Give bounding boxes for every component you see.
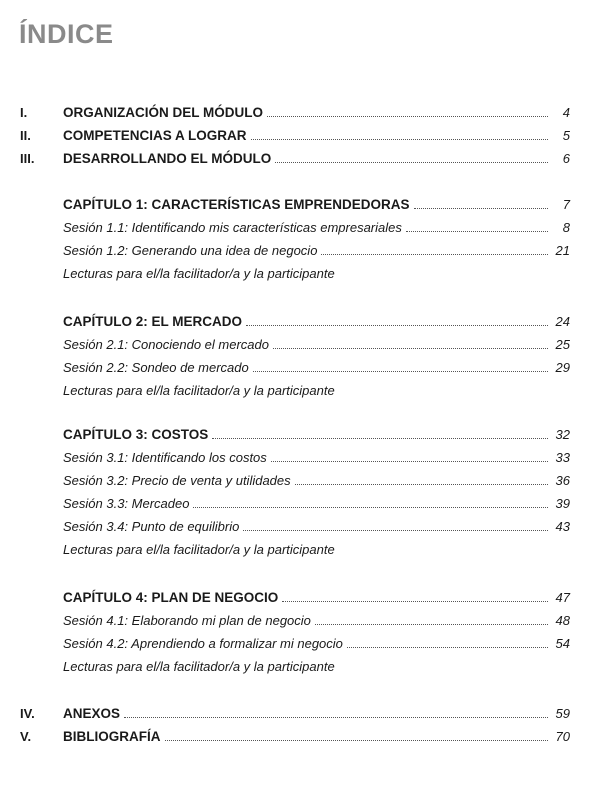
dot-leader (321, 253, 548, 255)
toc-entry (0, 219, 600, 237)
toc-entry-label: ORGANIZACIÓN DEL MÓDULO (63, 105, 263, 120)
toc-entry-line (63, 426, 570, 444)
toc-entry (0, 242, 600, 260)
dot-leader (243, 529, 548, 531)
toc-entry (0, 196, 600, 214)
toc-entry-line (63, 265, 570, 283)
toc-entry-line (63, 635, 570, 653)
dot-leader (212, 437, 548, 439)
toc-entry-line (63, 219, 570, 237)
toc-entry (0, 658, 600, 676)
toc-entry-label: DESARROLLANDO EL MÓDULO (63, 151, 272, 166)
toc-entry-label: CAPÍTULO 3: COSTOS (63, 427, 209, 442)
toc-entry-label: Sesión 2.2: Sondeo de mercado (63, 360, 249, 375)
toc-entry (0, 359, 600, 377)
toc-entry (0, 612, 600, 630)
page-number: 47 (555, 590, 570, 605)
page-number: 5 (562, 128, 570, 143)
dot-leader (165, 739, 549, 741)
toc-entry-label: Sesión 4.2: Aprendiendo a formalizar mi negocio (63, 636, 343, 651)
page-number: 6 (562, 151, 570, 166)
toc-entry (0, 518, 600, 536)
page-number: 29 (555, 360, 570, 375)
toc-entry-line (63, 242, 570, 260)
toc-entry-label: Sesión 2.1: Conociendo el mercado (63, 337, 269, 352)
toc-entry-label: CAPÍTULO 2: EL MERCADO (63, 314, 243, 329)
page-number: 7 (562, 197, 570, 212)
toc-entry-line (63, 472, 570, 490)
page-number: 8 (562, 220, 570, 235)
dot-leader (267, 115, 548, 117)
page-number: 48 (555, 613, 570, 628)
toc-entry (0, 472, 600, 490)
page-title: ÍNDICE (19, 19, 114, 49)
toc-entry (0, 265, 600, 283)
toc-entry-line (63, 359, 570, 377)
section-number: I. (20, 105, 28, 120)
section-number: IV. (20, 706, 35, 721)
page-number: 32 (555, 427, 570, 442)
dot-leader (193, 506, 548, 508)
toc-entry-line (63, 313, 570, 331)
toc-entry-line (63, 728, 570, 746)
dot-leader (295, 483, 548, 485)
toc-entry-line (63, 336, 570, 354)
toc-entry-line (63, 104, 570, 122)
dot-leader (315, 623, 548, 625)
toc-entry (0, 635, 600, 653)
toc-entry-line (63, 589, 570, 607)
toc-entry-label: Sesión 4.1: Elaborando mi plan de negocio (63, 613, 311, 628)
toc-entry-line (63, 449, 570, 467)
dot-leader (414, 207, 548, 209)
dot-leader (124, 716, 548, 718)
toc-entry-label: Lecturas para el/la facilitador/a y la participante (63, 542, 335, 557)
toc-entry-line (63, 150, 570, 168)
page-number: 33 (555, 450, 570, 465)
page-number: 39 (555, 496, 570, 511)
toc-entry-line (63, 612, 570, 630)
toc-entry (0, 336, 600, 354)
toc-entry (0, 426, 600, 444)
section-number: II. (20, 128, 31, 143)
toc-entry-line (63, 518, 570, 536)
page-number: 54 (555, 636, 570, 651)
toc-entry (0, 127, 600, 145)
page-number: 4 (562, 105, 570, 120)
toc-entry-label: CAPÍTULO 4: PLAN DE NEGOCIO (63, 590, 279, 605)
toc-entry-label: Sesión 3.4: Punto de equilibrio (63, 519, 240, 534)
toc-entry-label: Sesión 1.2: Generando una idea de negocio (63, 243, 318, 258)
dot-leader (253, 370, 548, 372)
toc-entry-label: Sesión 3.1: Identificando los costos (63, 450, 267, 465)
toc-entry-label: Sesión 3.3: Mercadeo (63, 496, 190, 511)
toc-entry (0, 313, 600, 331)
dot-leader (275, 161, 548, 163)
toc-entry-label: Lecturas para el/la facilitador/a y la participante (63, 383, 335, 398)
page-number: 21 (555, 243, 570, 258)
toc-entry-label: BIBLIOGRAFÍA (63, 729, 161, 744)
toc-entry (0, 449, 600, 467)
page-number: 24 (555, 314, 570, 329)
toc-entry-label: Lecturas para el/la facilitador/a y la participante (63, 659, 335, 674)
toc-entry (0, 705, 600, 723)
page-number: 25 (555, 337, 570, 352)
dot-leader (273, 347, 548, 349)
toc-entry-label: Sesión 3.2: Precio de venta y utilidades (63, 473, 291, 488)
dot-leader (282, 600, 548, 602)
toc-entry-label: COMPETENCIAS A LOGRAR (63, 128, 247, 143)
toc-entry-line (63, 196, 570, 214)
page-number: 70 (555, 729, 570, 744)
toc-entry-label: Lecturas para el/la facilitador/a y la participante (63, 266, 335, 281)
page-number: 43 (555, 519, 570, 534)
dot-leader (406, 230, 548, 232)
toc-entry-label: ANEXOS (63, 706, 121, 721)
toc-entry (0, 495, 600, 513)
page-number: 59 (555, 706, 570, 721)
dot-leader (251, 138, 548, 140)
toc-entry-line (63, 127, 570, 145)
toc-entry (0, 150, 600, 168)
toc-entry-line (63, 382, 570, 400)
toc-entry (0, 589, 600, 607)
dot-leader (347, 646, 548, 648)
toc-entry (0, 104, 600, 122)
dot-leader (246, 324, 548, 326)
page-number: 36 (555, 473, 570, 488)
toc-entry-label: Sesión 1.1: Identificando mis características empresariales (63, 220, 402, 235)
dot-leader (271, 460, 548, 462)
section-number: III. (20, 151, 35, 166)
toc-entry-line (63, 658, 570, 676)
toc-entry-line (63, 541, 570, 559)
toc-entry (0, 728, 600, 746)
toc-entry (0, 382, 600, 400)
toc-entry-label: CAPÍTULO 1: CARACTERÍSTICAS EMPRENDEDORAS (63, 197, 410, 212)
section-number: V. (20, 729, 32, 744)
toc-entry-line (63, 705, 570, 723)
toc-entry (0, 541, 600, 559)
toc-entry-line (63, 495, 570, 513)
